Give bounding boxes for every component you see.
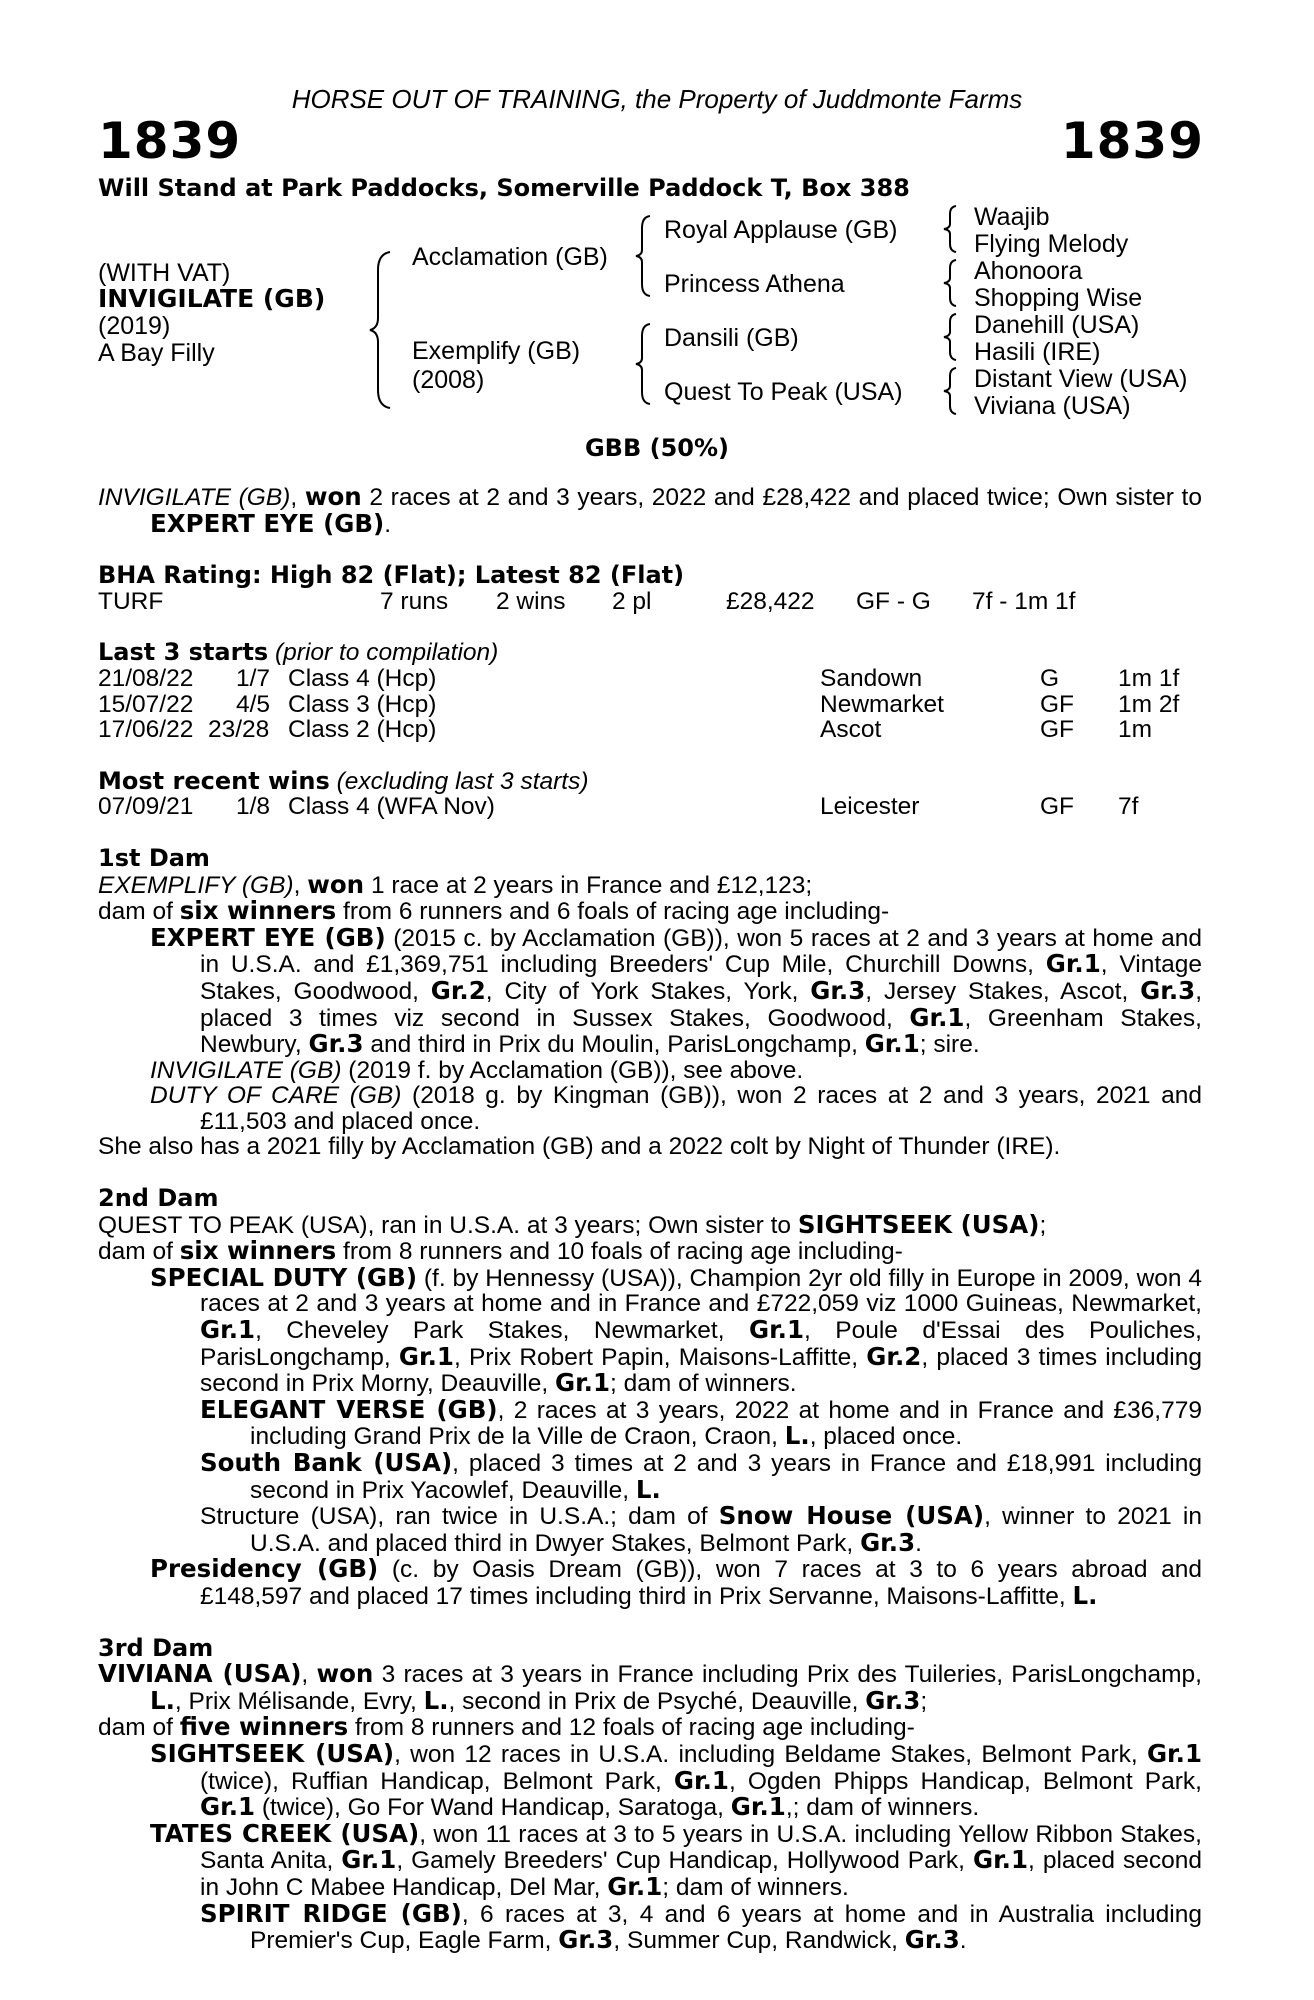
pedigree-brace-sire — [634, 214, 654, 298]
produce-presidency: Presidency (GB) (c. by Oasis Dream (GB)), won 7 races at 3 to 6 years abroad and £148,597 and placed 17 times including third in Prix Servanne, Maisons-Laffitte, L. — [150, 1554, 1203, 1610]
catalogue-body — [98, 484, 1202, 1954]
produce-special-duty: SPECIAL DUTY (GB) (f. by Hennessy (USA)), Champion 2yr old filly in Europe in 2009, won 4 races at 2 and 3 years at home and in France and £722,059 viz 1000 Guineas, Newmarket, Gr.1, Cheveley Park Stakes, Newmarket, Gr.1, Poule d'Essai des Pouliches, ParisLongchamp, Gr.1, Prix Robert Papin, Maisons-Laffitte, Gr.2, placed 3 times including second in Prix Morny, Deauville, Gr.1; dam of winners. — [150, 1262, 1203, 1398]
table-row: 07/09/21 1/8 Class 4 (WFA Nov) Leicester GF 7f — [98, 793, 1139, 821]
lot-number-left: 1839 — [98, 112, 242, 170]
sire-sire: Royal Applause (GB) — [664, 216, 898, 244]
third-dam-title: 3rd Dam — [98, 1633, 214, 1662]
table-row: 17/06/22 23/28 Class 2 (Hcp) Ascot GF 1m — [98, 716, 1153, 744]
lot-number-right: 1839 — [1060, 112, 1204, 170]
dam-dam: Quest To Peak (USA) — [664, 378, 903, 406]
produce-structure: Structure (USA), ran twice in U.S.A.; dam of Snow House (USA), winner to 2021 in U.S.A. and placed third in Dwyer Stakes, Belmont Park, Gr.3. — [200, 1501, 1203, 1557]
ggs-1: Waajib — [974, 203, 1050, 231]
produce-duty-of-care: DUTY OF CARE (GB) (2018 g. by Kingman (GB)), won 2 races at 2 and 3 years, 2021 and £11,503 and placed once. — [150, 1082, 1202, 1135]
vat-note: (WITH VAT) — [98, 259, 231, 287]
ggs-6: Hasili (IRE) — [974, 338, 1101, 366]
intro-paragraph: INVIGILATE (GB), won 2 races at 2 and 3 years, 2022 and £28,422 and placed twice; Own sister to EXPERT EYE (GB). — [98, 482, 1202, 538]
first-dam-title: 1st Dam — [98, 843, 210, 872]
ggs-2: Flying Melody — [974, 230, 1129, 258]
second-dam-title: 2nd Dam — [98, 1184, 219, 1213]
produce-invigilate: INVIGILATE (GB) (2019 f. by Acclamation (GB)), see above. — [150, 1056, 804, 1084]
recent-wins-title: Most recent wins (excluding last 3 starts) — [98, 766, 589, 795]
pedigree-brace-main — [368, 250, 394, 410]
sire-dam: Princess Athena — [664, 270, 845, 298]
table-row: 15/07/22 4/5 Class 3 (Hcp) Newmarket GF 1m 2f — [98, 690, 1180, 718]
brace-gen3-1 — [942, 204, 960, 254]
ggs-5: Danehill (USA) — [974, 311, 1140, 339]
ggs-7: Distant View (USA) — [974, 365, 1188, 393]
last-3-starts-table — [98, 666, 1202, 743]
produce-south-bank: South Bank (USA), placed 3 times at 2 and 3 years in France and £18,991 including second in Prix Yacowlef, Deauville, L. — [200, 1448, 1202, 1504]
ggs-4: Shopping Wise — [974, 284, 1143, 312]
pedigree-brace-dam — [634, 322, 654, 406]
brace-gen3-3 — [942, 312, 960, 362]
dam: Exemplify (GB) — [412, 337, 581, 365]
third-dam-line: VIVIANA (USA), won 3 races at 3 years in France including Prix des Tuileries, ParisLongchamp, L., Prix Mélisande, Evry, L., second in Prix de Psyché, Deauville, Gr.3; — [98, 1659, 1202, 1715]
produce-tates-creek: TATES CREEK (USA), won 11 races at 3 to 5 years in U.S.A. including Yellow Ribbon Stakes, Santa Anita, Gr.1, Gamely Breeders' Cup Handicap, Hollywood Park, Gr.1, placed second in John C Mabee Handicap, Del Mar, Gr.1; dam of winners. — [150, 1818, 1202, 1901]
last-3-starts-title: Last 3 starts (prior to compilation) — [98, 638, 499, 667]
third-dam-produce: dam of five winners from 8 runners and 12 foals of racing age including- — [98, 1712, 915, 1742]
first-dam-produce: dam of six winners from 6 runners and 6 foals of racing age including- — [98, 896, 890, 926]
horse-description: A Bay Filly — [98, 339, 215, 367]
first-dam-line: EXEMPLIFY (GB), won 1 race at 2 years in France and £12,123; — [98, 869, 813, 899]
table-row: 21/08/22 1/7 Class 4 (Hcp) Sandown G 1m 1f — [98, 664, 1180, 692]
sale-header: HORSE OUT OF TRAINING, the Property of Juddmonte Farms — [291, 84, 1023, 114]
first-dam-also: She also has a 2021 filly by Acclamation (GB) and a 2022 colt by Night of Thunder (IRE). — [98, 1133, 1061, 1161]
produce-spirit-ridge: SPIRIT RIDGE (GB), 6 races at 3, 4 and 6 years at home and in Australia including Premier's Cup, Eagle Farm, Gr.3, Summer Cup, Randwick, Gr.3. — [200, 1898, 1203, 1955]
brace-gen3-2 — [942, 258, 960, 308]
produce-sightseek: SIGHTSEEK (USA), won 12 races in U.S.A. including Beldame Stakes, Belmont Park, Gr.1 (twice), Ruffian Handicap, Belmont Park, Gr.1, Ogden Phipps Handicap, Belmont Park, Gr.1 (twice), Go For Wand Handicap, Saratoga, Gr.1,; dam of winners. — [150, 1738, 1202, 1822]
produce-elegant-verse: ELEGANT VERSE (GB), 2 races at 3 years, 2022 at home and in France and £36,779 including Grand Prix de la Ville de Craon, Craon, L., placed once. — [200, 1394, 1202, 1451]
bha-rating: BHA Rating: High 82 (Flat); Latest 82 (Flat) — [98, 561, 685, 590]
gbb-percentage: GBB (50%) — [584, 434, 730, 462]
sire: Acclamation (GB) — [412, 243, 608, 271]
dam-sire: Dansili (GB) — [664, 324, 799, 352]
ggs-3: Ahonoora — [974, 257, 1083, 285]
stand-location: Will Stand at Park Paddocks, Somerville Paddock T, Box 388 — [98, 174, 910, 202]
horse-year: (2019) — [98, 312, 171, 340]
produce-expert-eye: EXPERT EYE (GB) (2015 c. by Acclamation (GB)), won 5 races at 2 and 3 years at home and in U.S.A. and £1,369,751 including Breeders' Cup Mile, Churchill Downs, Gr.1, Vintage Stakes, Goodwood, Gr.2, City of York Stakes, York, Gr.3, Jersey Stakes, Ascot, Gr.3, placed 3 times viz second in Sussex Stakes, Goodwood, Gr.1, Greenham Stakes, Newbury, Gr.3 and third in Prix du Moulin, ParisLongchamp, Gr.1; sire. — [150, 922, 1203, 1059]
second-dam-produce: dam of six winners from 8 runners and 10 foals of racing age including- — [98, 1236, 903, 1266]
horse-name: INVIGILATE (GB) — [98, 284, 326, 313]
turf-summary: TURF 7 runs 2 wins 2 pl £28,422 GF - G 7f - 1m 1f — [98, 587, 1076, 615]
second-dam-line: QUEST TO PEAK (USA), ran in U.S.A. at 3 years; Own sister to SIGHTSEEK (USA); — [98, 1209, 1047, 1239]
dam-year: (2008) — [412, 366, 485, 394]
ggs-8: Viviana (USA) — [974, 392, 1131, 420]
brace-gen3-4 — [942, 366, 960, 416]
